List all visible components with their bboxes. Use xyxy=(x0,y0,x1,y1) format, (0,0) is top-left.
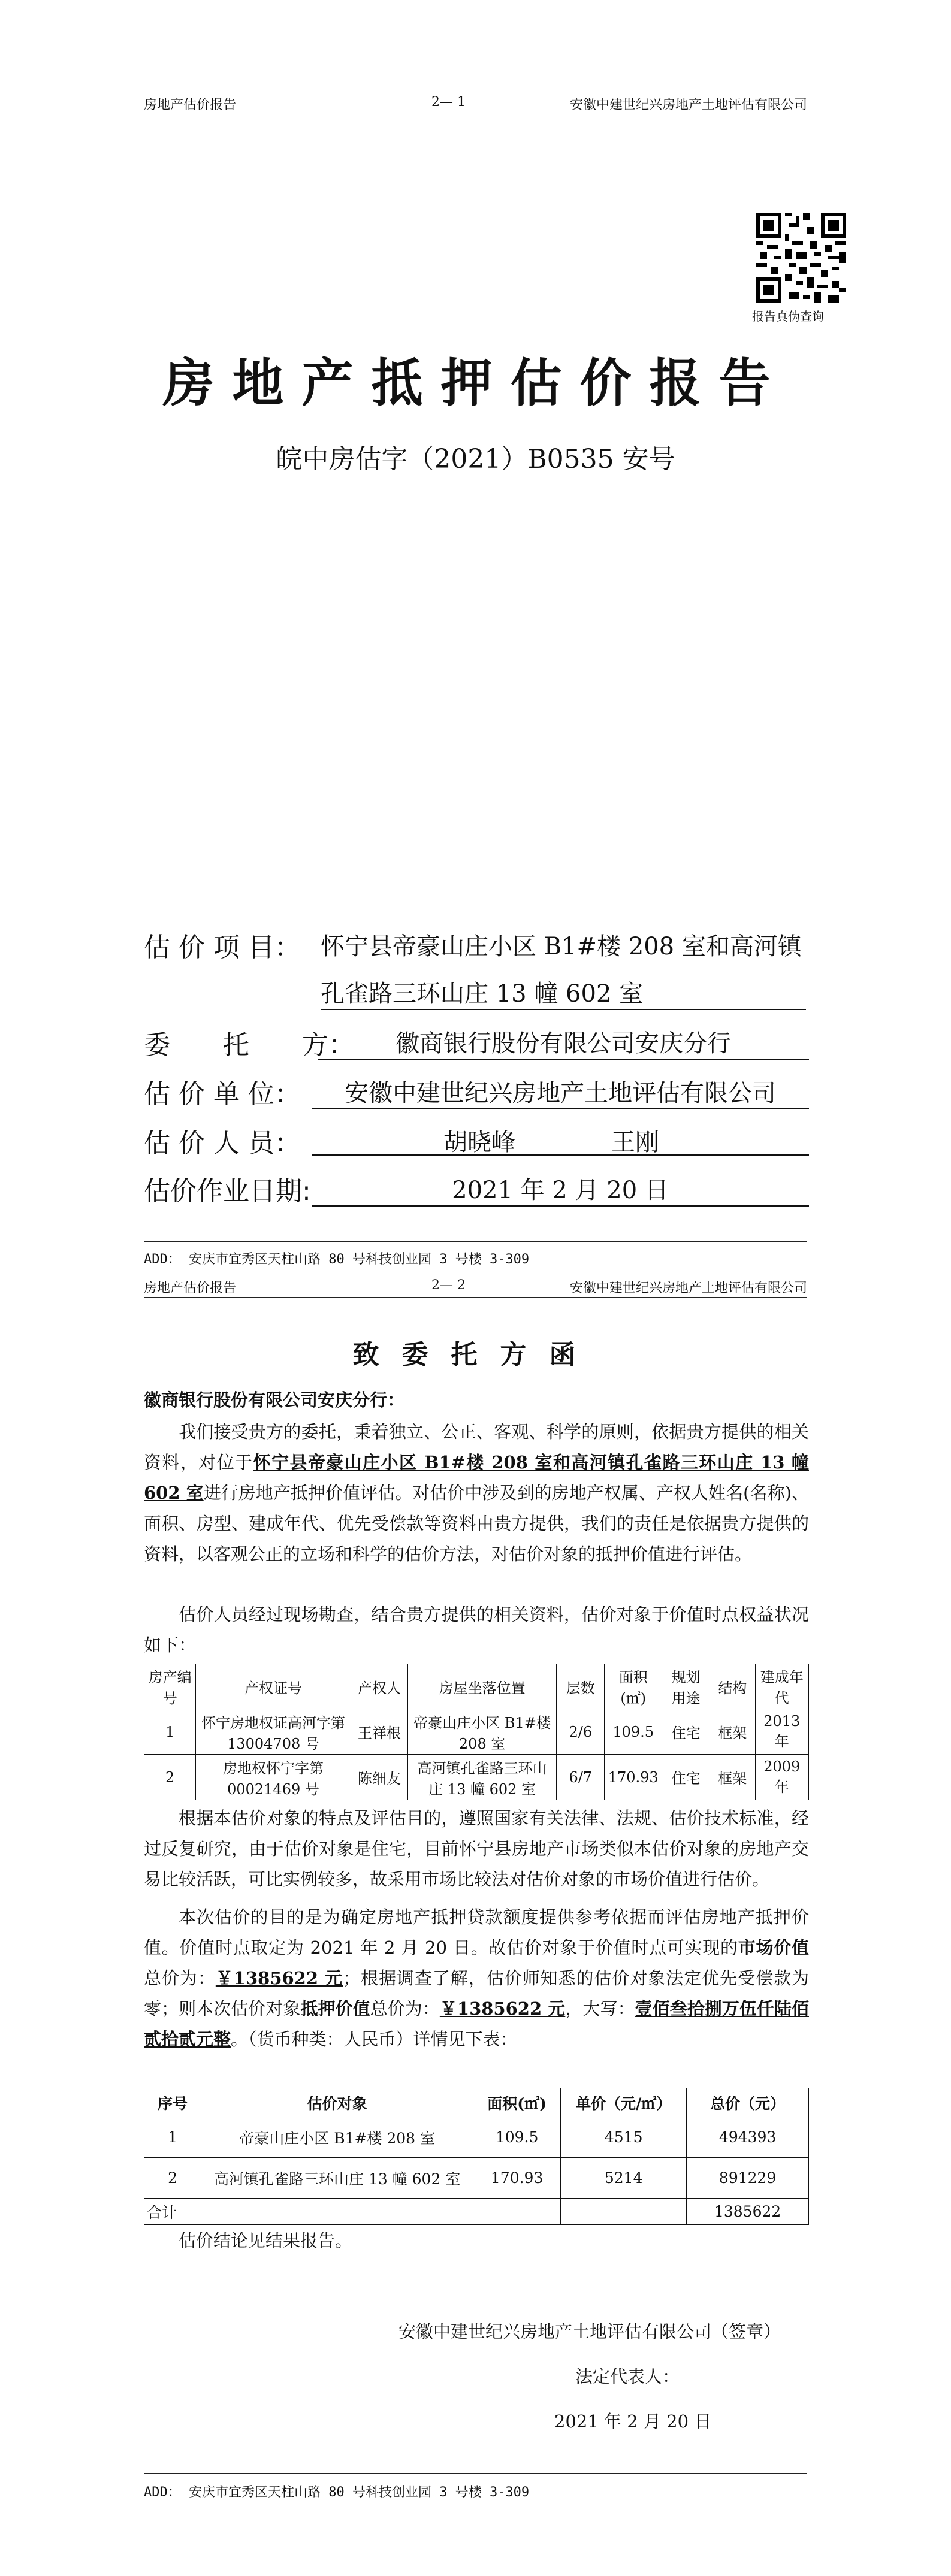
table-cell: 2 xyxy=(144,2158,201,2199)
client-label: 委 托 方： xyxy=(144,1030,355,1060)
letter-salutation: 徽商银行股份有限公司安庆分行： xyxy=(144,1390,405,1410)
table-total-row xyxy=(144,2199,809,2225)
unit-value: 安徽中建世纪兴房地产土地评估有限公司 xyxy=(312,1074,809,1109)
letter-paragraph-1: 我们接受贵方的委托，秉着独立、公正、客观、科学的原则，依据贵方提供的相关资料，对位于怀宁县帝豪山庄小区 B1#楼 208 室和高河镇孔雀路三环山庄 13 幢 602 室进行房地产抵押价值评估。对估价中涉及到的房地产权属、产权人姓名(名称)、面积、房型、建成年代、优先受偿款等资料由贵方提供，我们的责任是依据贵方提供的资料，以客观公正的立场和科学的估价方法，对估价对象的抵押价值进行评估。 xyxy=(144,1422,809,1564)
table-cell: 4515 xyxy=(561,2117,687,2158)
table-cell: 109.5 xyxy=(605,1709,662,1755)
table-cell: 1 xyxy=(144,1709,196,1755)
qr-caption: 报告真伪查询 xyxy=(752,309,824,323)
signature-representative: 法定代表人： xyxy=(575,2366,680,2387)
footer-divider xyxy=(144,1241,807,1242)
letter-title: 致委托方函 xyxy=(352,1340,599,1370)
header-right: 安徽中建世纪兴房地产土地评估有限公司 xyxy=(569,1281,807,1296)
table-cell: 住宅 xyxy=(662,1709,710,1755)
appraiser-name-1: 胡晓峰 xyxy=(443,1129,515,1156)
table-header-cell: 规划用途 xyxy=(662,1664,710,1709)
table-cell: 494393 xyxy=(687,2117,809,2158)
table-header-cell: 房产编号 xyxy=(144,1664,196,1709)
report-title: 房地产抵押估价报告 xyxy=(162,353,789,413)
table-cell: 框架 xyxy=(710,1755,755,1800)
table-cell: 1385622 xyxy=(687,2199,809,2225)
table-row xyxy=(144,1755,809,1800)
table-row xyxy=(144,2158,809,2199)
table-header-cell: 单价（元/㎡） xyxy=(561,2088,687,2117)
table-cell: 怀宁房地权证高河字第 13004708 号 xyxy=(196,1709,351,1755)
footer-address: ADD： 安庆市宜秀区天柱山路 80 号科技创业园 3 号楼 3-309 xyxy=(144,1252,530,1267)
table-cell: 住宅 xyxy=(662,1755,710,1800)
table-cell: 6/7 xyxy=(557,1755,605,1800)
table-row xyxy=(144,1709,809,1755)
table-header-cell: 结构 xyxy=(710,1664,755,1709)
header-right: 安徽中建世纪兴房地产土地评估有限公司 xyxy=(569,98,807,113)
table-header-cell: 房屋坐落位置 xyxy=(408,1664,557,1709)
header-left: 房地产估价报告 xyxy=(144,98,237,113)
project-value-line1: 怀宁县帝豪山庄小区 B1#楼 208 室和高河镇 xyxy=(321,933,802,960)
letter-paragraph-3: 根据本估价对象的特点及评估目的，遵照国家有关法律、法规、估价技术标准，经过反复研究，由于估价对象是住宅，目前怀宁县房地产市场类似本估价对象的房地产交易比较活跃，可比实例较多，故采用市场比较法对估价对象的市场价值进行估价。 xyxy=(144,1808,809,1889)
appraiser-name-2: 王刚 xyxy=(611,1129,659,1156)
table-cell: 合计 xyxy=(144,2199,201,2225)
table-cell: 帝豪山庄小区 B1#楼 208 室 xyxy=(408,1709,557,1755)
project-label: 估 价 项 目： xyxy=(144,932,301,963)
project-value-line2: 孔雀路三环山庄 13 幢 602 室 xyxy=(321,975,806,1010)
table-cell: 高河镇孔雀路三环山庄 13 幢 602 室 xyxy=(408,1755,557,1800)
footer-divider xyxy=(144,2473,807,2474)
table-header-cell: 面积(㎡) xyxy=(473,2088,561,2117)
table-cell: 2009 年 xyxy=(755,1755,809,1800)
appraiser-value xyxy=(312,1123,809,1156)
header-page-number: 2— 2 xyxy=(431,1278,466,1293)
table-header-cell: 产权证号 xyxy=(196,1664,351,1709)
table-row xyxy=(144,2117,809,2158)
table-header-cell: 层数 xyxy=(557,1664,605,1709)
table-cell: 891229 xyxy=(687,2158,809,2199)
value-table xyxy=(144,2088,809,2225)
table-header-row xyxy=(144,2088,809,2117)
qr-code-icon[interactable] xyxy=(756,213,846,303)
page-header xyxy=(144,90,807,114)
table-cell: 高河镇孔雀路三环山庄 13 幢 602 室 xyxy=(201,2158,473,2199)
table-cell: 房地权怀宁字第 00021469 号 xyxy=(196,1755,351,1800)
table-header-cell: 总价（元） xyxy=(687,2088,809,2117)
table-header-cell: 建成年代 xyxy=(755,1664,809,1709)
table-cell: 王祥根 xyxy=(351,1709,408,1755)
table-cell: 109.5 xyxy=(473,2117,561,2158)
table-cell: 2013 年 xyxy=(755,1709,809,1755)
table-header-cell: 估价对象 xyxy=(201,2088,473,2117)
table-cell xyxy=(473,2199,561,2225)
property-table xyxy=(144,1664,809,1800)
signature-company: 安徽中建世纪兴房地产土地评估有限公司（签章） xyxy=(398,2321,781,2342)
table-header-cell: 产权人 xyxy=(351,1664,408,1709)
table-header-cell: 面积(㎡) xyxy=(605,1664,662,1709)
table-cell xyxy=(201,2199,473,2225)
header-left: 房地产估价报告 xyxy=(144,1281,237,1296)
signature-date: 2021 年 2 月 20 日 xyxy=(554,2411,712,2432)
letter-paragraph-2: 估价人员经过现场勘查，结合贵方提供的相关资料，估价对象于价值时点权益状况如下： xyxy=(144,1604,809,1655)
letter-paragraph-4: 本次估价的目的是为确定房地产抵押贷款额度提供参考依据而评估房地产抵押价值。价值时点取定为 2021 年 2 月 20 日。故估价对象于价值时点可实现的市场价值总价为：￥1385622 元；根据调查了解，估价师知悉的估价对象法定优先受偿款为零；则本次估价对象抵押价值总价为：￥1385622 元，大写：壹佰叁拾捌万伍仟陆佰贰拾贰元整。（货币种类：人民币）详情见下表： xyxy=(144,1907,809,2049)
table-cell: 170.93 xyxy=(605,1755,662,1800)
table-cell: 框架 xyxy=(710,1709,755,1755)
header-page-number: 2— 1 xyxy=(431,95,466,110)
table-cell: 170.93 xyxy=(473,2158,561,2199)
table-cell xyxy=(561,2199,687,2225)
page-header-2 xyxy=(144,1273,807,1297)
table-cell: 陈细友 xyxy=(351,1755,408,1800)
table-cell: 1 xyxy=(144,2117,201,2158)
letter-paragraph-5: 估价结论见结果报告。 xyxy=(179,2230,353,2251)
table-header-row xyxy=(144,1664,809,1709)
date-value: 2021 年 2 月 20 日 xyxy=(312,1171,809,1207)
table-cell: 帝豪山庄小区 B1#楼 208 室 xyxy=(201,2117,473,2158)
header-divider xyxy=(144,1297,807,1298)
table-cell: 2 xyxy=(144,1755,196,1800)
client-value: 徽商银行股份有限公司安庆分行 xyxy=(318,1024,809,1060)
table-cell: 5214 xyxy=(561,2158,687,2199)
appraiser-label: 估 价 人 员： xyxy=(144,1128,301,1159)
unit-label: 估 价 单 位： xyxy=(144,1079,301,1109)
date-label: 估价作业日期: xyxy=(144,1176,311,1207)
table-cell: 2/6 xyxy=(557,1709,605,1755)
table-header-cell: 序号 xyxy=(144,2088,201,2117)
footer-address: ADD： 安庆市宜秀区天柱山路 80 号科技创业园 3 号楼 3-309 xyxy=(144,2485,530,2500)
report-number: 皖中房估字（2021）B0535 安号 xyxy=(276,444,675,474)
